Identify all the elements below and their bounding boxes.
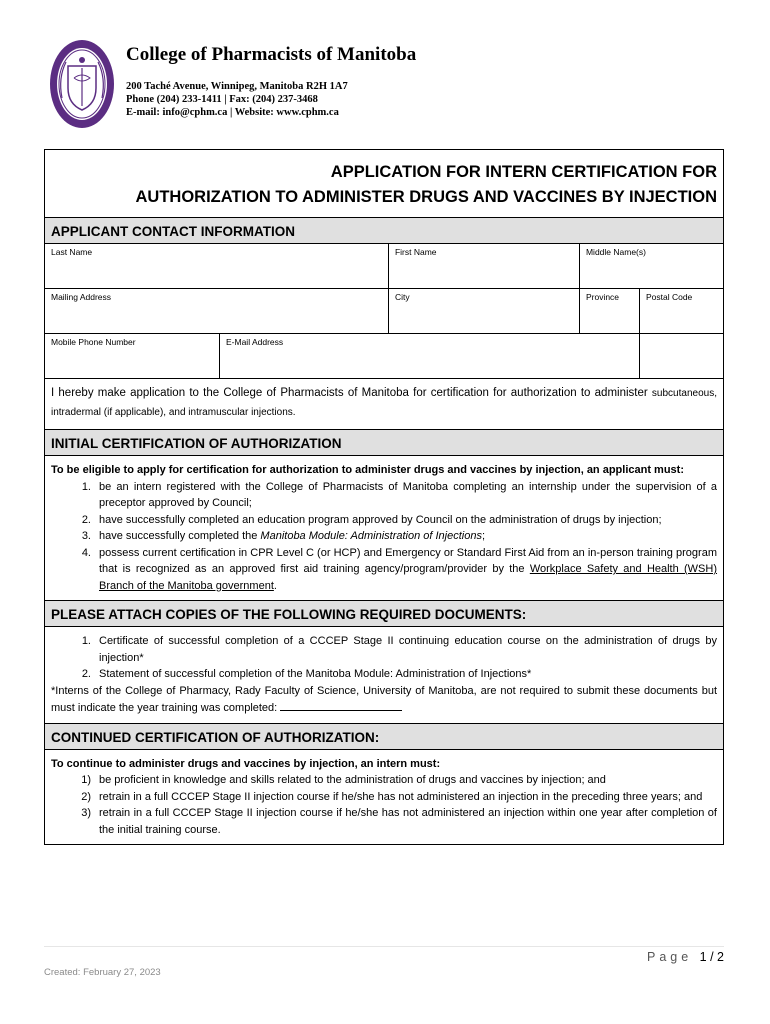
first-name-label: First Name [394,247,437,257]
continued-section-body [45,750,723,845]
city-field[interactable] [388,289,579,334]
list-item [51,805,717,838]
middle-names-label: Middle Name(s) [585,247,646,257]
item-text-pre: have successfully completed the [99,530,261,542]
page-indicator [647,950,724,964]
list-item [51,666,717,683]
footer-divider [44,946,724,947]
organization-phone-fax: Phone (204) 233-1411 | Fax: (204) 237-3468 [126,94,318,105]
postal-code-label: Postal Code [645,292,693,302]
created-date: Created: February 27, 2023 [44,967,161,978]
declaration-main: I hereby make application to the College of Pharmacists of Manitoba for certification for authorization to administer [51,387,648,399]
first-name-field[interactable] [388,244,579,289]
wsh-branch-link[interactable]: Workplace Safety and Health (WSH) Branch of the Manitoba government [99,563,718,592]
organization-address: 200 Taché Avenue, Winnipeg, Manitoba R2H 1A7 [126,81,348,92]
last-name-field[interactable] [45,244,388,289]
postal-code-field[interactable] [639,289,723,334]
item-text [99,545,717,595]
middle-names-field[interactable] [579,244,723,289]
item-text: be an intern registered with the College of Pharmacists of Manitoba completing an internship under the supervision of a preceptor approved by Council; [99,480,717,509]
item-text [99,528,717,545]
item-text: have successfully completed an education program approved by Council on the administration of drugs by injection; [99,513,662,526]
list-item [51,772,717,789]
organization-name: College of Pharmacists of Manitoba [126,44,417,65]
documents-section-heading: PLEASE ATTACH COPIES OF THE FOLLOWING REQUIRED DOCUMENTS: [45,600,723,627]
college-seal-icon [48,38,116,130]
declaration-text [45,379,723,429]
page-number: 1 / 2 [699,950,724,964]
mobile-phone-field[interactable] [45,334,220,379]
application-form [44,149,724,845]
contact-section-heading: APPLICANT CONTACT INFORMATION [45,218,723,244]
list-item [51,789,717,806]
list-item [51,479,717,512]
form-title-line1: APPLICATION FOR INTERN CERTIFICATION FOR [330,163,717,181]
item-text: be proficient in knowledge and skills related to the administration of drugs and vaccines by injection; and [99,774,606,786]
training-year-blank[interactable] [280,699,402,711]
city-label: City [394,292,410,302]
item-number: 3) [81,807,91,819]
declaration-rest: subcutaneous, intradermal (if applicable), and intramuscular injections. [51,388,717,418]
documents-note [51,683,717,717]
form-title-line2: AUTHORIZATION TO ADMINISTER DRUGS AND VACCINES BY INJECTION [135,188,717,206]
mailing-address-label: Mailing Address [51,292,112,302]
item-text-post: ; [481,530,486,542]
organization-info [126,44,416,119]
mobile-phone-label: Mobile Phone Number [51,337,136,347]
item-text-pre: possess current certification in CPR Level C (or HCP) and Emergency or Standard First Aid from an in-person training program that is recognized as an approved first aid training agency/program/provider by the [99,546,717,575]
item-text-post: . [273,579,277,592]
item-number: 2. [81,668,91,680]
list-item [51,528,717,545]
continued-lead: To continue to administer drugs and vaccines by injection, an intern must: [51,757,441,770]
continued-section-heading: CONTINUED CERTIFICATION OF AUTHORIZATION: [45,723,723,750]
contact-fields-table [45,244,723,379]
initial-section-heading: INITIAL CERTIFICATION OF AUTHORIZATION [45,429,723,456]
organization-email-website: E-mail: info@cphm.ca | Website: www.cphm.ca [126,107,339,118]
email-field[interactable] [220,334,640,379]
documents-note-text: *Interns of the College of Pharmacy, Rady Faculty of Science, University of Manitoba, are not required to submit these documents but must indicate the year training was completed: [51,684,717,714]
documents-section-body [45,627,723,723]
item-text: Certificate of successful completion of a CCCEP Stage II continuing education course on the administration of drugs by injection* [99,635,717,664]
email-label: E-Mail Address [226,337,284,347]
item-number: 4. [81,546,91,559]
list-item [51,633,717,666]
initial-lead: To be eligible to apply for certification for authorization to administer drugs and vaccines by injection, an applicant must: [51,464,684,476]
province-label: Province [585,292,620,302]
page-label: Page [646,950,693,964]
item-text: retrain in a full CCCEP Stage II injection course if he/she has not administered an injection within one year after completion of the initial training course. [99,807,717,836]
list-item [51,545,717,595]
province-field[interactable] [579,289,639,334]
item-number: 2) [81,790,91,803]
item-number: 1. [81,480,91,493]
empty-field [639,334,723,379]
module-name: Manitoba Module: Administration of Injections [260,530,482,542]
form-title [45,150,723,218]
list-item [51,512,717,529]
item-number: 1. [81,635,91,647]
mailing-address-field[interactable] [45,289,388,334]
item-text: Statement of successful completion of the Manitoba Module: Administration of Injections* [99,668,532,680]
item-number: 2. [81,513,91,526]
item-number: 1) [81,774,91,786]
item-number: 3. [81,530,91,542]
initial-section-body [45,456,723,600]
letterhead [48,38,728,138]
item-text: retrain in a full CCCEP Stage II injection course if he/she has not administered an injection in the preceding three years; and [99,790,703,803]
last-name-label: Last Name [51,247,93,257]
